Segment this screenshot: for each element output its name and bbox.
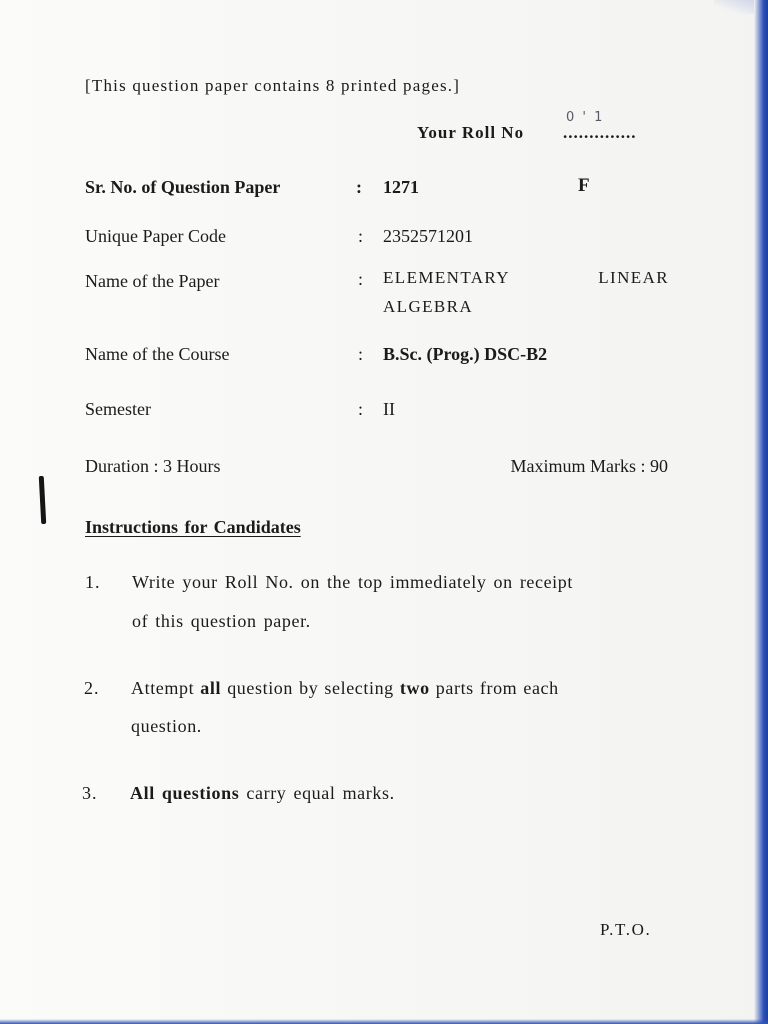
instruction-1-line-1: Write your Roll No. on the top immediately on receipt xyxy=(132,572,573,592)
instruction-2-text: question by selecting xyxy=(221,678,400,698)
duration: Duration : 3 Hours xyxy=(85,456,221,476)
paper-name-word-1: ELEMENTARY xyxy=(383,268,510,287)
semester-label: Semester xyxy=(85,399,151,419)
semester-colon: : xyxy=(358,399,364,419)
instruction-2-line-1 xyxy=(131,678,559,699)
instruction-2-text: Attempt xyxy=(131,678,201,698)
instruction-number: 2. xyxy=(84,678,100,698)
paper-code-label: Unique Paper Code xyxy=(85,226,226,246)
serial-number-value: 1271 xyxy=(383,177,419,197)
roll-number-label: Your Roll No xyxy=(417,123,525,142)
serial-number-colon: : xyxy=(356,177,362,197)
please-turn-over: P.T.O. xyxy=(600,920,652,939)
paper-name-word-2: LINEAR xyxy=(598,268,669,287)
roll-number-handwritten: 0 ' 1 xyxy=(566,110,605,125)
instruction-1-line-2: of this question paper. xyxy=(132,611,311,631)
semester-value: II xyxy=(383,399,395,419)
paper-name-colon: : xyxy=(358,269,364,289)
set-letter: F xyxy=(578,175,590,196)
instruction-2-emphasis-all: all xyxy=(200,678,222,698)
blue-background-edge-right xyxy=(754,0,768,1024)
maximum-marks: Maximum Marks : 90 xyxy=(510,456,668,476)
instruction-2-line-2: question. xyxy=(131,716,202,736)
instruction-3-line-1 xyxy=(130,783,395,804)
instruction-number: 3. xyxy=(82,783,98,803)
page-curl-shadow xyxy=(714,0,754,14)
instruction-3-emphasis: All questions xyxy=(130,783,240,803)
pages-note: [This question paper contains 8 printed pages.] xyxy=(85,76,461,95)
course-name-value: B.Sc. (Prog.) DSC-B2 xyxy=(383,344,548,364)
instruction-2-text: parts from each xyxy=(429,678,559,698)
paper-code-value: 2352571201 xyxy=(383,226,473,246)
roll-number-field: .............. xyxy=(563,123,637,142)
paper-name-value-line1 xyxy=(383,268,669,288)
course-name-label: Name of the Course xyxy=(85,344,230,364)
paper-name-word-3: ALGEBRA xyxy=(383,297,474,316)
blue-background-edge-bottom xyxy=(0,1019,768,1024)
instruction-3-text: carry equal marks. xyxy=(239,783,395,803)
paper-code-colon: : xyxy=(358,226,364,246)
instruction-2-emphasis-two: two xyxy=(399,678,430,698)
serial-number-label: Sr. No. of Question Paper xyxy=(85,177,281,197)
margin-pen-mark xyxy=(39,476,47,524)
instructions-heading: Instructions for Candidates xyxy=(85,517,301,537)
course-name-colon: : xyxy=(358,344,364,364)
instruction-number: 1. xyxy=(85,572,101,592)
paper-name-label: Name of the Paper xyxy=(85,271,220,291)
